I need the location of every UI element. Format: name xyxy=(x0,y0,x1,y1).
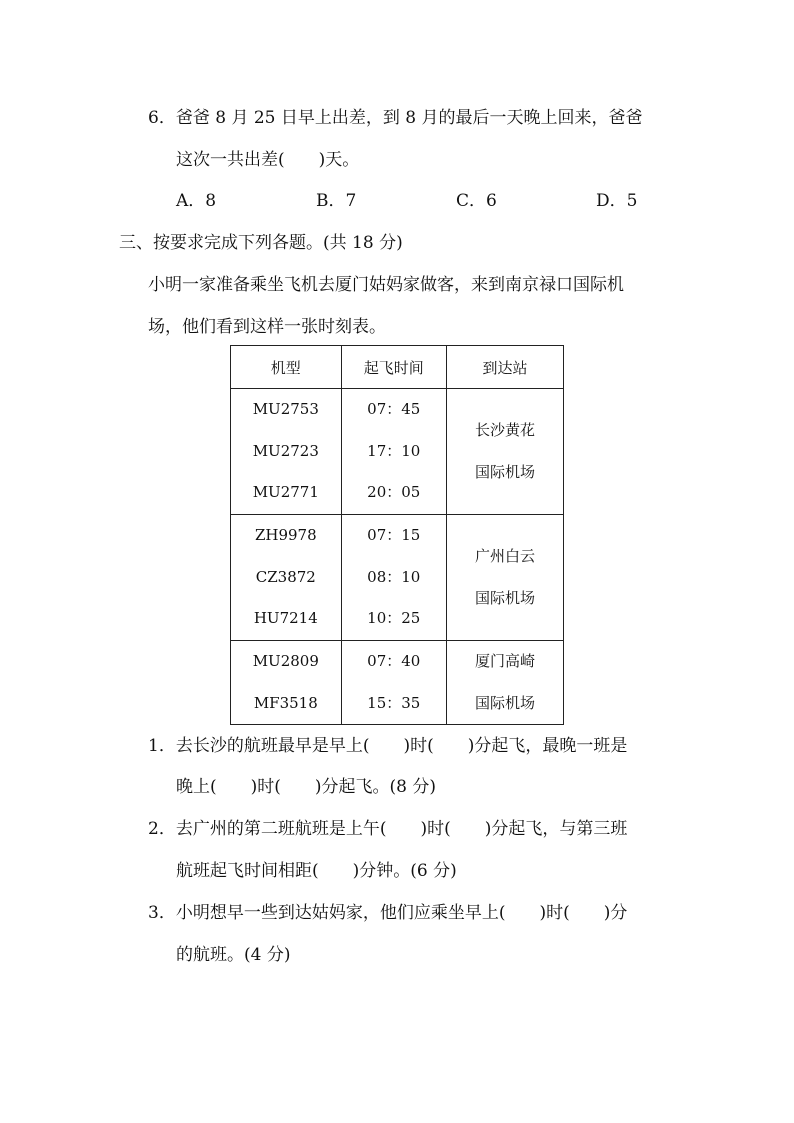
flight-cell xyxy=(231,389,342,515)
departure-time: 07：40 xyxy=(367,652,421,670)
question-6-text-cont: 这次一共出差( )天。 xyxy=(176,150,360,170)
table-row xyxy=(231,641,564,725)
question-1-text: 1．去长沙的航班最早是早上( )时( )分起飞，最晚一班是 xyxy=(148,736,628,756)
station-name: 国际机场 xyxy=(474,462,535,481)
station-name: 广州白云 xyxy=(474,547,535,565)
departure-time: 08：10 xyxy=(367,567,421,586)
departure-time: 17：10 xyxy=(367,441,421,460)
question-2-text-cont: 航班起飞时间相距( )分钟。(6 分) xyxy=(176,861,457,881)
flight-timetable xyxy=(230,345,564,725)
flight-cell xyxy=(231,515,342,641)
header-arrival-station: 到达站 xyxy=(446,346,563,389)
option-b[interactable]: B．7 xyxy=(316,191,357,211)
station-cell xyxy=(446,515,563,641)
question-6-text: 6．爸爸 8 月 25 日早上出差，到 8 月的最后一天晚上回来，爸爸 xyxy=(148,108,643,128)
table-row xyxy=(231,515,564,641)
table-header-row xyxy=(231,346,564,389)
station-cell xyxy=(446,389,563,515)
header-departure-time: 起飞时间 xyxy=(341,346,446,389)
departure-time: 07：45 xyxy=(367,400,421,419)
departure-time: 10：25 xyxy=(367,609,421,628)
time-cell xyxy=(341,641,446,725)
time-cell xyxy=(341,515,446,641)
flight-number: MU2723 xyxy=(252,441,319,460)
station-name: 国际机场 xyxy=(474,693,535,712)
station-name: 长沙黄花 xyxy=(474,421,535,439)
header-flight: 机型 xyxy=(231,346,342,389)
option-d[interactable]: D．5 xyxy=(596,191,638,211)
flight-number: CZ3872 xyxy=(255,567,316,586)
flight-cell xyxy=(231,641,342,725)
flight-number: MU2809 xyxy=(252,652,319,670)
departure-time: 20：05 xyxy=(367,483,421,502)
section-3-intro: 小明一家准备乘坐飞机去厦门姑妈家做客，来到南京禄口国际机 xyxy=(148,275,624,295)
table-row xyxy=(231,389,564,515)
option-a[interactable]: A．8 xyxy=(176,191,217,211)
question-1-text-cont: 晚上( )时( )分起飞。(8 分) xyxy=(176,777,437,797)
option-c[interactable]: C．6 xyxy=(456,191,497,211)
flight-number: MU2771 xyxy=(252,483,319,502)
departure-time: 07：15 xyxy=(367,526,421,545)
question-3-text: 3．小明想早一些到达姑妈家，他们应乘坐早上( )时( )分 xyxy=(148,903,628,923)
station-name: 国际机场 xyxy=(474,588,535,607)
question-3-text-cont: 的航班。(4 分) xyxy=(176,945,291,965)
departure-time: 15：35 xyxy=(367,693,421,712)
section-3-heading: 三、按要求完成下列各题。(共 18 分) xyxy=(119,233,403,253)
flight-number: HU7214 xyxy=(253,609,318,628)
station-name: 厦门高崎 xyxy=(474,652,535,670)
time-cell xyxy=(341,389,446,515)
section-3-intro-cont: 场，他们看到这样一张时刻表。 xyxy=(148,317,386,337)
flight-number: ZH9978 xyxy=(254,526,317,545)
question-2-text: 2．去广州的第二班航班是上午( )时( )分起飞，与第三班 xyxy=(148,819,628,839)
flight-number: MF3518 xyxy=(253,693,318,712)
flight-number: MU2753 xyxy=(252,400,319,419)
station-cell xyxy=(446,641,563,725)
